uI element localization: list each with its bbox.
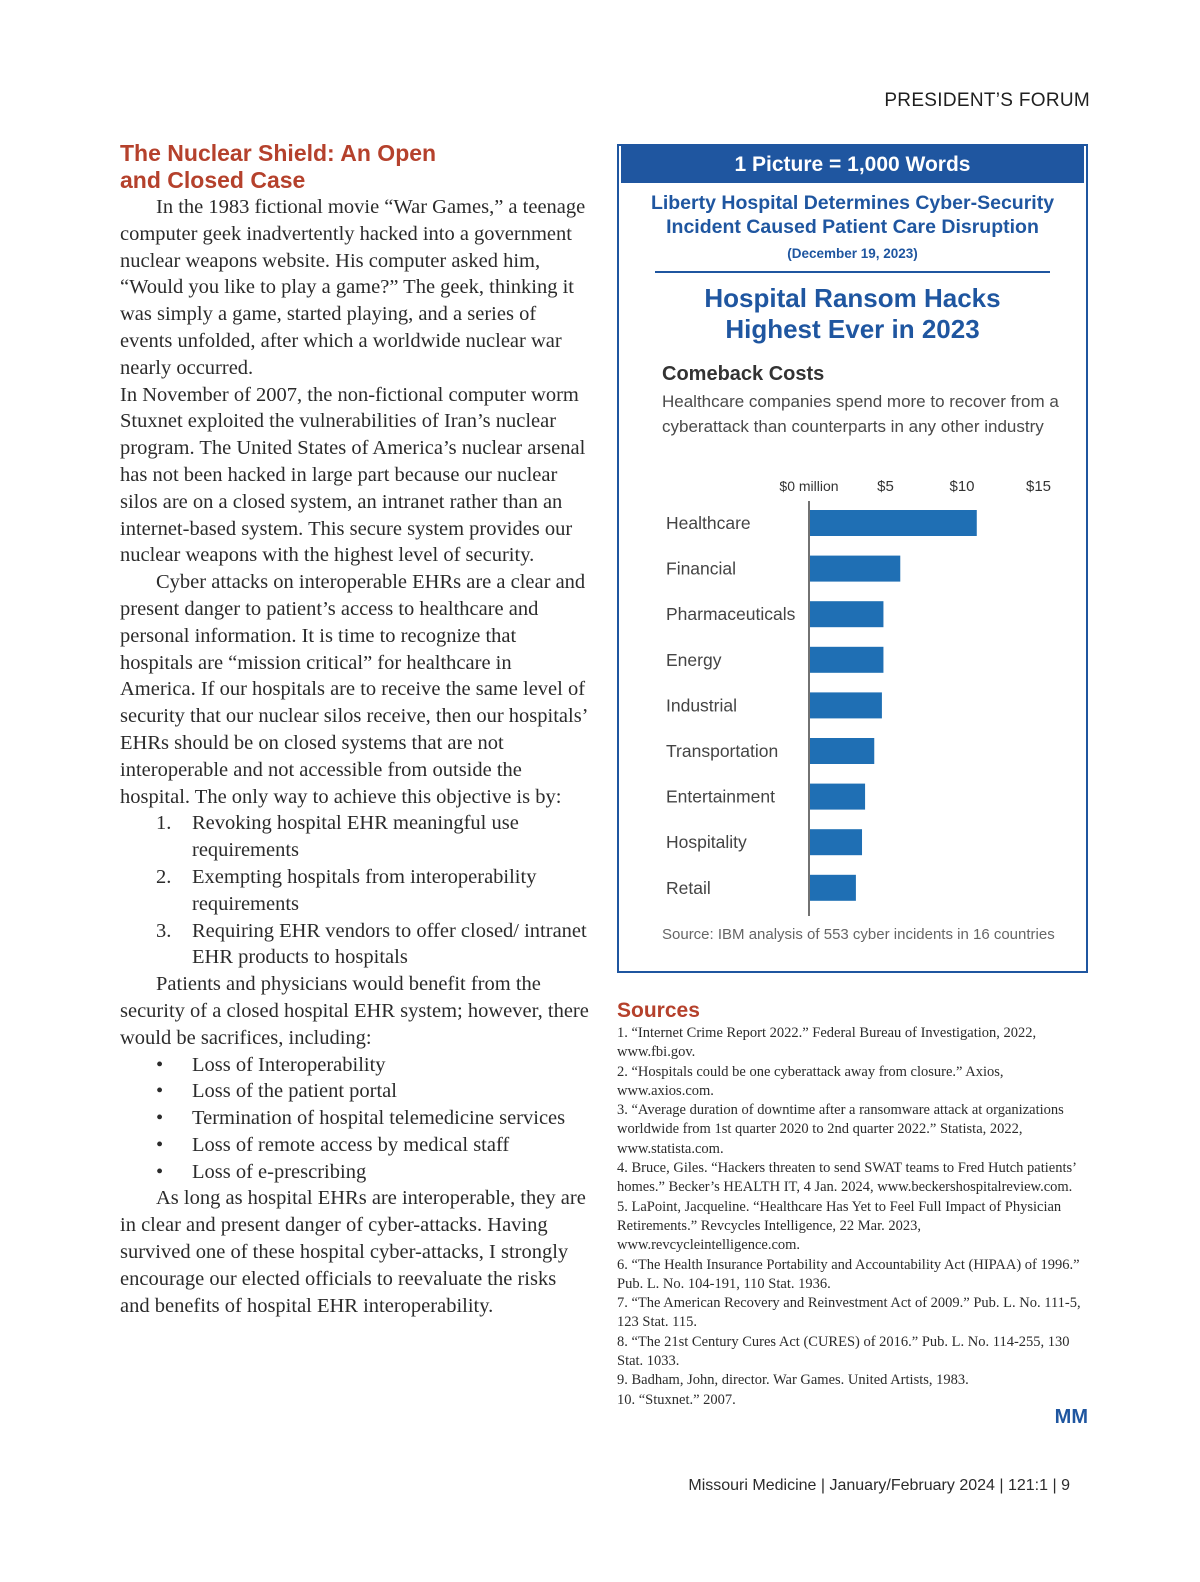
footer-separator: | <box>1052 1477 1057 1494</box>
list-item <box>120 918 590 972</box>
list-item-text: Revoking hospital EHR meaningful use requirements <box>192 812 519 862</box>
list-number: 1. <box>156 812 172 835</box>
bar-hospitality <box>810 829 862 855</box>
source-item: 9. Badham, John, director. War Games. United Artists, 1983. <box>617 1372 969 1389</box>
article-paragraph-1: In the 1983 fictional movie “War Games,” a teenage computer geek inadvertently hacked into a government nuclear weapons website. His computer asked him, “Would you like to play a game?” The geek, thinking it was simply a game, started playing, and a series of events unfolded, after which a worldwide nuclear war nearly occurred. <box>120 196 586 379</box>
category-label: Pharmaceuticals <box>666 604 796 625</box>
bullet-item <box>120 1052 590 1079</box>
bullet-text: Termination of hospital telemedicine services <box>192 1107 566 1130</box>
source-item: 1. “Internet Crime Report 2022.” Federal Bureau of Investigation, 2022, www.fbi.gov. <box>617 1025 1037 1061</box>
x-tick-label: $0 million <box>779 478 839 494</box>
infobox <box>617 144 1088 973</box>
chart-title-line1: Hospital Ransom Hacks <box>704 283 1001 313</box>
category-label: Financial <box>666 558 737 579</box>
x-tick-label: $5 <box>877 478 894 495</box>
infobox-headline <box>619 191 1086 239</box>
category-label: Healthcare <box>666 513 751 533</box>
category-label: Entertainment <box>666 786 775 807</box>
x-tick-label: $15 <box>1025 478 1052 495</box>
bullet-marker: • <box>156 1133 164 1156</box>
chart-description: Healthcare companies spend more to recover from a cyberattack than counterparts in any other industry <box>662 392 1059 436</box>
article-paragraph-3: Cyber attacks on interoperable EHRs are a clear and present danger to patient’s access to healthcare and personal information. It is time to recognize that hospitals are “mission critical” for healthcare in America. If our hospitals are to receive the same level of security that our nuclear silos receive, then our hospitals’ EHRs should be on closed systems that are not interoperable and not accessible from outside the hospital. The only way to achieve this objective is by: <box>120 571 587 808</box>
bullet-text: Loss of the patient portal <box>192 1080 397 1103</box>
article-heading-line2: and Closed Case <box>120 167 306 193</box>
category-label: Hospitality <box>666 832 747 853</box>
footer-separator: | <box>999 1477 1004 1494</box>
bullet-item <box>120 1159 590 1186</box>
bar-entertainment <box>810 784 865 810</box>
bullet-marker: • <box>156 1107 164 1130</box>
bullet-item <box>120 1078 590 1105</box>
list-item-text: Exempting hospitals from interoperability requirements <box>192 865 537 915</box>
category-label: Industrial <box>666 695 738 716</box>
x-tick-label: $10 <box>949 478 975 495</box>
bullet-item <box>120 1105 590 1132</box>
bullet-marker: • <box>156 1160 164 1183</box>
source-item: 4. Bruce, Giles. “Hackers threaten to send SWAT teams to Fred Hutch patients’ homes.” Becker’s HEALTH IT, 4 Jan. 2024, www.beckershospitalreview.com. <box>617 1160 1076 1196</box>
bullet-item <box>120 1132 590 1159</box>
bar-retail <box>810 875 856 901</box>
footer-page-number: 9 <box>1061 1477 1070 1494</box>
source-item: 2. “Hospitals could be one cyberattack away from closure.” Axios, www.axios.com. <box>617 1063 1004 1099</box>
source-item: 7. “The American Recovery and Reinvestment Act of 2009.” Pub. L. No. 111-5, 123 Stat. 115. <box>617 1295 1081 1331</box>
list-number: 3. <box>156 919 172 942</box>
article-paragraph-5: As long as hospital EHRs are interoperable, they are in clear and present danger of cyber-attacks. Having survived one of these hospital cyber-attacks, I strongly encourage our elected officials to reevaluate the risks and benefits of hospital EHR interoperability. <box>120 1187 586 1317</box>
sources-heading: Sources <box>617 999 700 1022</box>
list-item <box>120 810 590 864</box>
infobox-divider <box>655 271 1050 273</box>
article-column <box>120 140 590 1319</box>
infobox-header: 1 Picture = 1,000 Words <box>621 146 1084 183</box>
footer-publication: Missouri Medicine <box>688 1477 817 1494</box>
article-heading <box>120 140 590 194</box>
list-item-text: Requiring EHR vendors to offer closed/ intranet EHR products to hospitals <box>192 919 587 969</box>
section-label: PRESIDENT’S FORUM <box>884 90 1090 111</box>
bar-energy <box>810 647 883 673</box>
bullet-text: Loss of Interoperability <box>192 1053 386 1076</box>
bullet-text: Loss of e-prescribing <box>192 1160 367 1183</box>
bullet-list <box>120 1052 590 1186</box>
source-item: 5. LaPoint, Jacqueline. “Healthcare Has Yet to Feel Full Impact of Physician Retirements.” Revcycles Intelligence, 22 Mar. 2023, www.revcycleintelligence.com. <box>617 1198 1062 1254</box>
bar-financial <box>810 556 900 582</box>
article-paragraph-4: Patients and physicians would benefit from the security of a closed hospital EHR system; however, there would be sacrifices, including: <box>120 973 589 1049</box>
bar-healthcare <box>810 510 977 536</box>
category-label: Energy <box>666 649 722 670</box>
category-label: Retail <box>666 877 711 898</box>
source-item: 8. “The 21st Century Cures Act (CURES) of 2016.” Pub. L. No. 114-255, 130 Stat. 1033. <box>617 1333 1070 1370</box>
chart-subtitle: Comeback Costs <box>662 363 825 385</box>
source-item: 10. “Stuxnet.” 2007. <box>617 1391 736 1408</box>
bullet-marker: • <box>156 1053 164 1076</box>
bar-transportation <box>810 738 874 764</box>
footer-separator: | <box>820 1477 826 1494</box>
infobox-date: (December 19, 2023) <box>787 246 918 261</box>
chart-source: Source: IBM analysis of 553 cyber incidents in 16 countries <box>662 926 1055 943</box>
article-paragraph-2: In November of 2007, the non-fictional computer worm Stuxnet exploited the vulnerabilities of Iran’s nuclear program. The United States of America’s nuclear arsenal has not been hacked in large part because our nuclear silos are on a closed system, an intranet rather than an internet-based system. This secure system provides our nuclear weapons with the highest level of security. <box>120 383 586 567</box>
category-label: Transportation <box>666 741 779 761</box>
article-heading-line1: The Nuclear Shield: An Open <box>120 140 437 166</box>
bullet-text: Loss of remote access by medical staff <box>192 1133 510 1156</box>
source-item: 3. “Average duration of downtime after a ransomware attack at organizations worldwide from 1st quarter 2020 to 2nd quarter 2022.” Statista, 2022, www.statista.com. <box>617 1102 1064 1157</box>
infobox-headline-line1: Liberty Hospital Determines Cyber-Security <box>650 192 1055 214</box>
source-item: 6. “The Health Insurance Portability and Accountability Act (HIPAA) of 1996.” Pub. L. No. 104-191, 110 Stat. 1936. <box>617 1256 1080 1292</box>
bar-industrial <box>810 692 882 718</box>
bar-pharmaceuticals <box>810 601 883 627</box>
page-footer <box>688 1477 1070 1495</box>
sources-section <box>617 998 1092 1410</box>
bullet-marker: • <box>156 1080 164 1103</box>
footer-issue: January/February 2024 <box>829 1477 995 1494</box>
bar-chart <box>619 471 1086 916</box>
numbered-list <box>120 810 590 971</box>
chart-title-line2: Highest Ever in 2023 <box>725 314 980 344</box>
list-number: 2. <box>156 865 172 888</box>
infobox-headline-line2: Incident Caused Patient Care Disruption <box>666 216 1039 238</box>
chart-title <box>619 283 1086 345</box>
footer-volume: 121:1 <box>1007 1477 1049 1494</box>
end-mark-logo: MM <box>1054 1406 1088 1428</box>
list-item <box>120 864 590 918</box>
